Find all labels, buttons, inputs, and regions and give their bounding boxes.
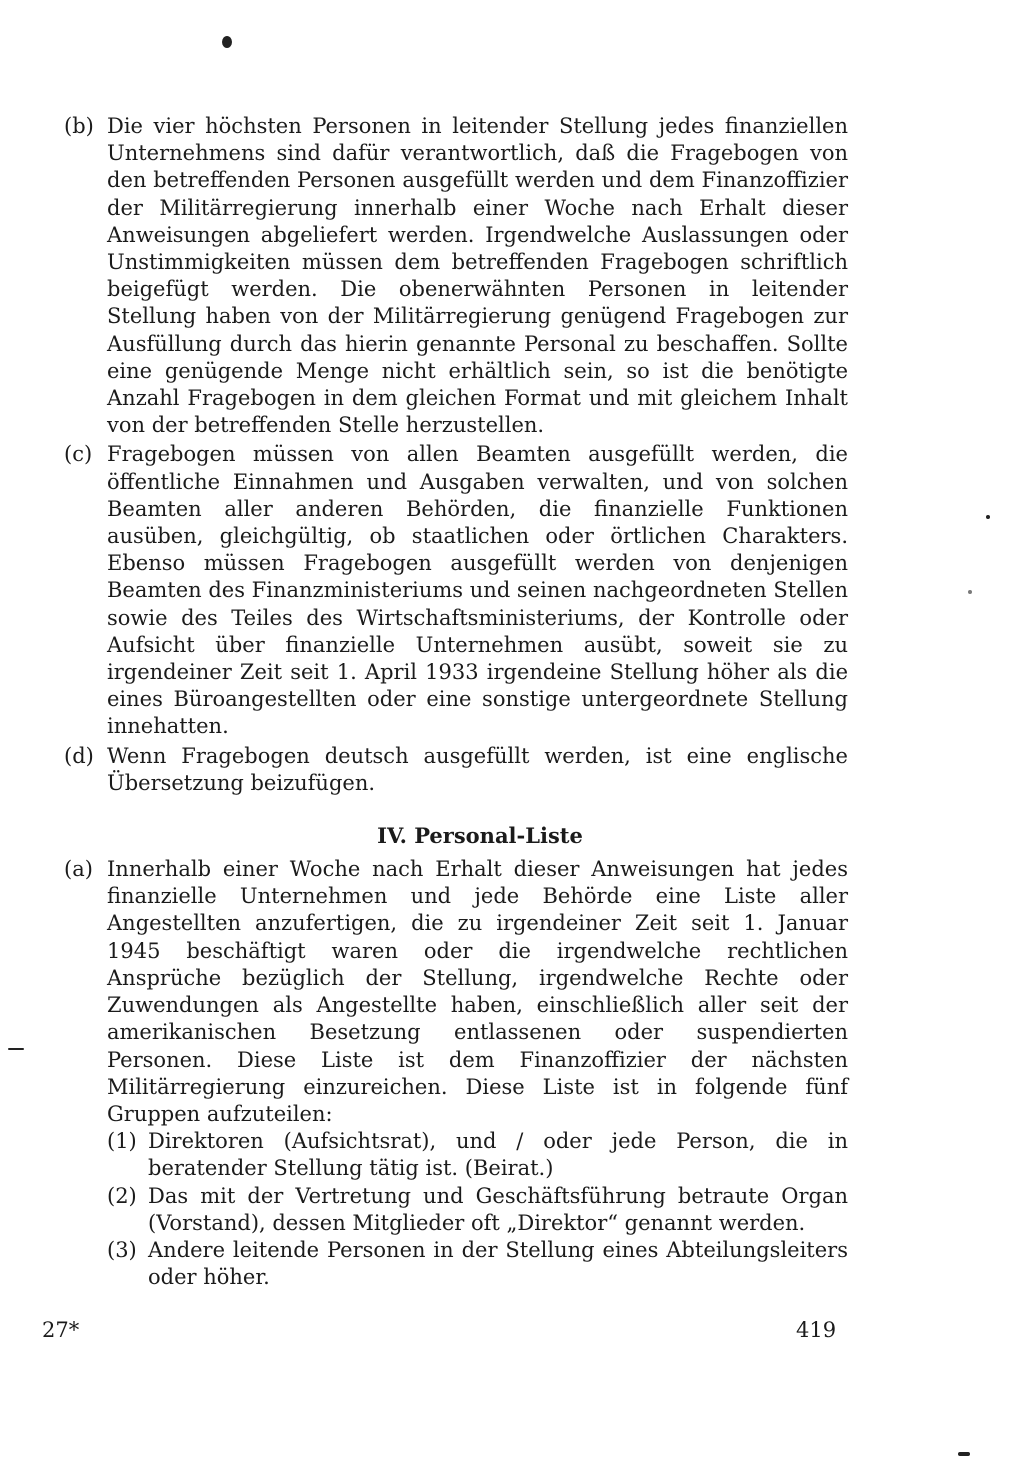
section-heading: IV. Personal-Liste [377, 823, 583, 849]
scan-speck [958, 1452, 970, 1456]
section-d-text: Wenn Fragebogen deutsch ausgefüllt werden, ist eine englische Übersetzung beizufügen. [107, 743, 848, 795]
section-a-text: Innerhalb einer Woche nach Erhalt dieser Anweisungen hat jedes finanzielle Unternehmen und jede Behörde eine Liste aller Angestellten anzufertigen, die zu irgendeiner Zeit seit 1. Januar 1945 beschäftigt waren oder die irgendwelche rechtlichen Ansprüche bezüglich der Stellung, irgendwelche Rechte oder Zuwendungen als Angestellte haben, einschließlich aller seit der amerikanischen Besetzung entlassenen oder suspendierten Personen. Diese Liste ist dem Finanzoffizier der nächsten Militärregierung einzureichen. Diese Liste ist in folgende fünf Gruppen aufzuteilen: [107, 857, 848, 1126]
section-b-label: (b) [64, 114, 94, 138]
section-b-text: Die vier höchsten Personen in leitender Stellung jedes finanziellen Unternehmens sind dafür verantwortlich, daß die Fragebogen von den betreffenden Personen ausgefüllt werden und dem Finanzoffizier der Militärregierung innerhalb einer Woche nach Erhalt dieser Anweisungen abgeliefert werden. Irgendwelche Auslassungen oder Unstimmigkeiten müssen dem betreffenden Fragebogen schriftlich beigefügt werden. Die obenerwähnten Personen in leitender Stellung haben von der Militärregierung genügend Fragebogen zur Ausfüllung durch das hierin genannte Personal zu beschaffen. Sollte eine genügende Menge nicht erhältlich sein, so ist die benötigte Anzahl Fragebogen in dem gleichen Format und mit gleichem Inhalt von der betreffenden Stelle herzustellen. [107, 114, 848, 438]
scan-speck [968, 590, 972, 594]
section-d-label: (d) [64, 743, 94, 768]
group-label: (3) [107, 1237, 137, 1262]
group-text: Andere leitende Personen in der Stellung eines Abteilungsleiters oder höher. [148, 1237, 848, 1290]
section-c-label: (c) [64, 442, 93, 467]
group-label: (1) [107, 1129, 137, 1154]
group-item [107, 1128, 848, 1182]
group-item [107, 1183, 848, 1237]
signature-mark: 27* [42, 1318, 80, 1342]
group-label: (2) [107, 1183, 137, 1208]
section-c [64, 441, 848, 740]
document-page [64, 113, 848, 1291]
section-d [64, 743, 848, 797]
section-a [64, 856, 848, 1128]
page-number: 419 [796, 1318, 837, 1342]
group-text: Das mit der Vertretung und Geschäftsführung betraute Organ (Vorstand), dessen Mitglieder oft „Direktor“ genannt werden. [148, 1183, 848, 1235]
section-c-text: Fragebogen müssen von allen Beamten ausgefüllt werden, die öffentliche Einnahmen und Ausgaben verwalten, und von solchen Beamten aller anderen Behörden, die finanzielle Funktionen ausüben, gleichgültig, ob staatlichen oder örtlichen Charakters. Ebenso müssen Fragebogen ausgefüllt werden von denjenigen Beamten des Finanzministeriums und seinen nachgeordneten Stellen sowie des Teiles des Wirtschaftsministeriums, der Kontrolle oder Aufsicht über finanzielle Unternehmen ausübt, soweit sie zu irgendeiner Zeit seit 1. April 1933 irgendeine Stellung höher als die eines Büroangestellten oder eine sonstige untergeordnete Stellung innehatten. [107, 442, 848, 739]
group-text: Direktoren (Aufsichtsrat), und / oder jede Person, die in beratender Stellung tätig ist. (Beirat.) [148, 1129, 848, 1181]
section-a-label: (a) [64, 857, 93, 882]
scan-speck [986, 515, 990, 519]
group-item [107, 1237, 848, 1291]
scan-speck [222, 36, 232, 48]
group-list [107, 1128, 848, 1291]
section-b [64, 113, 848, 439]
scan-speck [8, 1048, 24, 1050]
